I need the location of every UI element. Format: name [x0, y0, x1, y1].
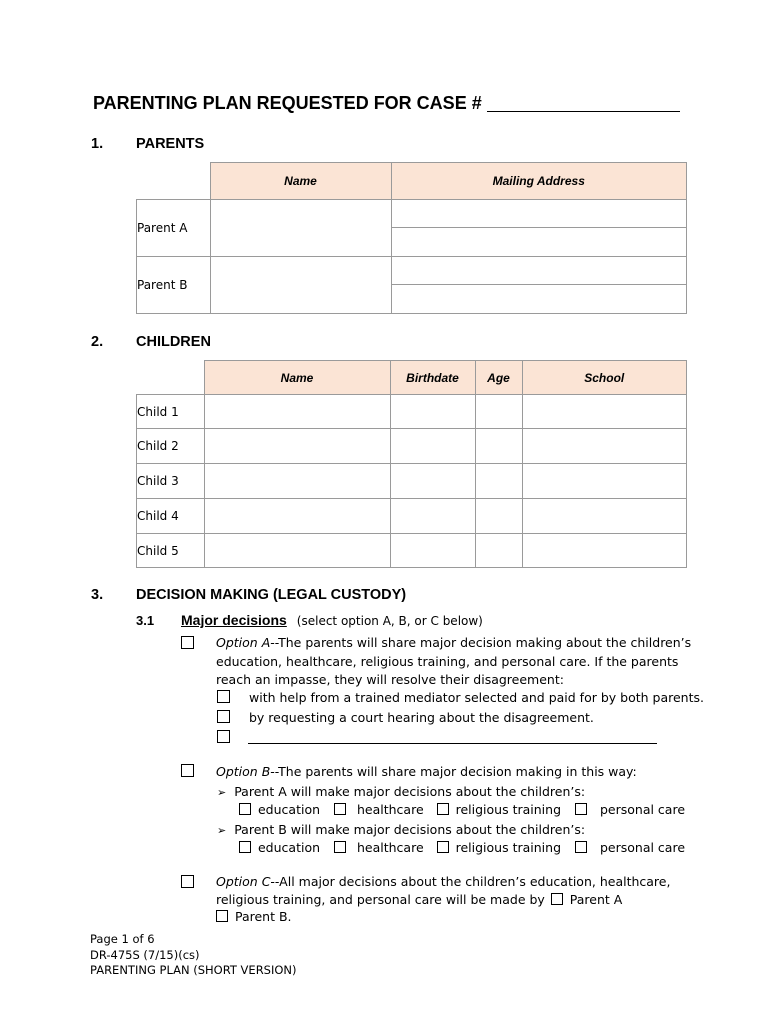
- parent-a-education-label: education: [257, 802, 321, 817]
- option-c-parent-a-label: Parent A: [569, 892, 623, 907]
- parent-a-address-line2[interactable]: [391, 228, 687, 257]
- arrow-bullet-icon: ➢: [217, 786, 227, 799]
- child-2-birthdate-cell[interactable]: [390, 429, 475, 464]
- court-hearing-choice-text: by requesting a court hearing about the disagreement.: [249, 710, 594, 725]
- parent-a-label: Parent A: [137, 200, 211, 257]
- option-b-label: Option B: [216, 764, 271, 779]
- parent-a-religious-checkbox[interactable]: [437, 803, 449, 815]
- child-5-name-cell[interactable]: [204, 534, 390, 568]
- option-b-checkbox[interactable]: [181, 764, 194, 777]
- parents-table: [136, 162, 687, 314]
- option-c-line1: [216, 874, 670, 889]
- child-3-age-cell[interactable]: [475, 464, 522, 499]
- parent-b-healthcare-label: healthcare: [356, 840, 424, 855]
- option-c-parent-b-label: Parent B.: [234, 909, 292, 924]
- section-1-title: PARENTS: [136, 136, 205, 152]
- table-corner: [137, 163, 211, 200]
- parent-b-address-line2[interactable]: [391, 285, 687, 314]
- children-school-header: School: [522, 361, 687, 395]
- parent-b-areas: [239, 840, 685, 855]
- section-2-title: CHILDREN: [136, 334, 211, 350]
- child-2-school-cell[interactable]: [522, 429, 687, 464]
- parent-b-personal-care-label: personal care: [599, 840, 686, 855]
- child-4-school-cell[interactable]: [522, 499, 687, 534]
- document-title: [93, 93, 680, 114]
- parent-b-religious-label: religious training: [455, 840, 562, 855]
- option-a-checkbox[interactable]: [181, 636, 194, 649]
- option-c-text1: --All major decisions about the children’s education, healthcare,: [270, 874, 671, 889]
- other-resolution-checkbox[interactable]: [217, 730, 230, 743]
- option-c-parent-b-checkbox[interactable]: [216, 910, 228, 922]
- child-1-age-cell[interactable]: [475, 395, 522, 429]
- major-decisions-title: Major decisions: [181, 612, 287, 628]
- option-c-line3: [216, 909, 292, 924]
- child-2-name-cell[interactable]: [204, 429, 390, 464]
- case-number-field[interactable]: [487, 93, 680, 112]
- child-3-name-cell[interactable]: [204, 464, 390, 499]
- option-b-line: [216, 764, 637, 779]
- child-2-label: Child 2: [137, 429, 205, 464]
- option-c-line2: [216, 892, 622, 907]
- option-b-parent-a-text: Parent A will make major decisions about the children’s:: [234, 784, 586, 799]
- child-1-label: Child 1: [137, 395, 205, 429]
- option-c-text2: religious training, and personal care will be made by: [216, 892, 545, 907]
- subsection-3-1-number: 3.1: [136, 613, 155, 628]
- option-a-line1: [216, 635, 691, 650]
- court-hearing-checkbox[interactable]: [217, 710, 230, 723]
- children-table: [136, 360, 687, 568]
- option-a-text3: reach an impasse, they will resolve their disagreement:: [216, 672, 564, 687]
- parent-b-education-checkbox[interactable]: [239, 841, 251, 853]
- option-c-parent-a-checkbox[interactable]: [551, 893, 563, 905]
- parent-a-healthcare-checkbox[interactable]: [334, 803, 346, 815]
- parent-a-healthcare-label: healthcare: [356, 802, 424, 817]
- parent-b-personal-care-checkbox[interactable]: [575, 841, 587, 853]
- parents-address-header: Mailing Address: [391, 163, 687, 200]
- parent-b-name-cell[interactable]: [210, 257, 391, 314]
- option-c-label: Option C: [216, 874, 271, 889]
- child-2-age-cell[interactable]: [475, 429, 522, 464]
- page-footer: [90, 932, 297, 979]
- parent-a-personal-care-checkbox[interactable]: [575, 803, 587, 815]
- major-decisions-note: (select option A, B, or C below): [296, 614, 483, 628]
- form-name: PARENTING PLAN (SHORT VERSION): [90, 963, 297, 977]
- child-3-school-cell[interactable]: [522, 464, 687, 499]
- parent-b-label: Parent B: [137, 257, 211, 314]
- subsection-3-1-heading: [181, 612, 483, 628]
- option-a-text1: --The parents will share major decision making about the children’s: [270, 635, 692, 650]
- parent-a-name-cell[interactable]: [210, 200, 391, 257]
- parent-a-areas: [239, 802, 685, 817]
- title-text: PARENTING PLAN REQUESTED FOR CASE #: [93, 93, 482, 113]
- section-3-title: DECISION MAKING (LEGAL CUSTODY): [136, 587, 407, 603]
- children-birthdate-header: Birthdate: [390, 361, 475, 395]
- section-1-number: 1.: [91, 136, 104, 152]
- child-4-label: Child 4: [137, 499, 205, 534]
- child-5-school-cell[interactable]: [522, 534, 687, 568]
- page-number: Page 1 of 6: [90, 932, 155, 946]
- option-b-text: --The parents will share major decision making in this way:: [270, 764, 637, 779]
- child-5-birthdate-cell[interactable]: [390, 534, 475, 568]
- form-number: DR-475S (7/15)(cs): [90, 947, 200, 962]
- child-1-school-cell[interactable]: [522, 395, 687, 429]
- parent-a-education-checkbox[interactable]: [239, 803, 251, 815]
- parents-name-header: Name: [210, 163, 391, 200]
- children-name-header: Name: [204, 361, 390, 395]
- section-3-number: 3.: [91, 587, 104, 603]
- parent-a-religious-label: religious training: [455, 802, 562, 817]
- child-3-birthdate-cell[interactable]: [390, 464, 475, 499]
- child-4-age-cell[interactable]: [475, 499, 522, 534]
- mediator-checkbox[interactable]: [217, 690, 230, 703]
- parent-b-address-line1[interactable]: [391, 257, 687, 285]
- option-c-checkbox[interactable]: [181, 875, 194, 888]
- parent-b-religious-checkbox[interactable]: [437, 841, 449, 853]
- option-b-parent-b-text: Parent B will make major decisions about the children’s:: [234, 822, 586, 837]
- parent-b-healthcare-checkbox[interactable]: [334, 841, 346, 853]
- option-b-parent-a-line: [217, 784, 585, 799]
- child-4-name-cell[interactable]: [204, 499, 390, 534]
- option-a-text2: education, healthcare, religious training, and personal care. If the parents: [216, 654, 679, 669]
- option-a-label: Option A: [216, 635, 271, 650]
- other-resolution-line[interactable]: [248, 729, 657, 744]
- child-4-birthdate-cell[interactable]: [390, 499, 475, 534]
- section-2-number: 2.: [91, 334, 104, 350]
- parent-b-education-label: education: [257, 840, 321, 855]
- child-1-birthdate-cell[interactable]: [390, 395, 475, 429]
- child-5-label: Child 5: [137, 534, 205, 568]
- child-1-name-cell[interactable]: [204, 395, 390, 429]
- child-5-age-cell[interactable]: [475, 534, 522, 568]
- option-b-parent-b-line: [217, 822, 585, 837]
- table-corner: [137, 361, 205, 395]
- parent-a-personal-care-label: personal care: [599, 802, 686, 817]
- child-3-label: Child 3: [137, 464, 205, 499]
- mediator-choice-text: with help from a trained mediator selected and paid for by both parents.: [249, 690, 704, 705]
- children-age-header: Age: [475, 361, 522, 395]
- arrow-bullet-icon: ➢: [217, 824, 227, 837]
- parent-a-address-line1[interactable]: [391, 200, 687, 228]
